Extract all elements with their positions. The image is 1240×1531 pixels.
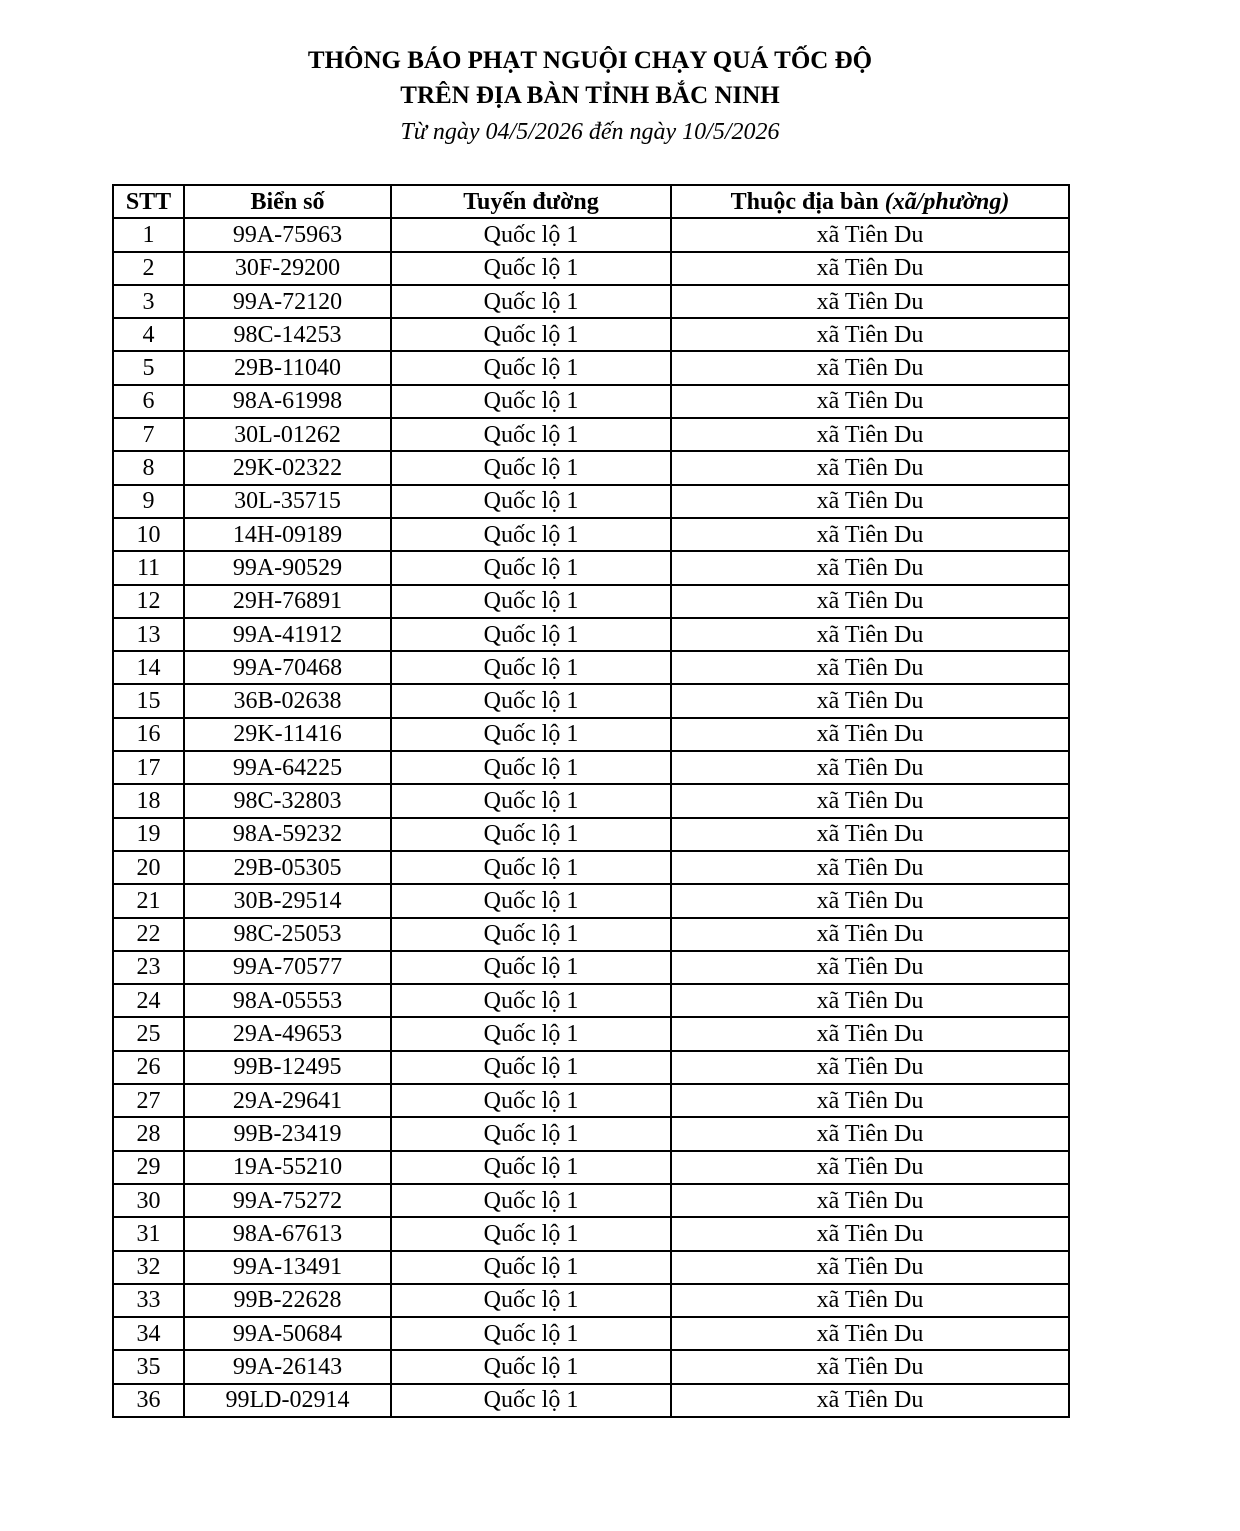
row-route-cell: Quốc lộ 1 [391,1117,671,1150]
header-plate: Biển số [184,185,391,218]
row-stt-cell: 13 [113,618,184,651]
table-header-row [113,185,1069,218]
row-stt-cell: 5 [113,351,184,384]
row-area-cell: xã Tiên Du [671,984,1069,1017]
row-plate-cell: 99A-70468 [184,651,391,684]
row-stt-cell: 35 [113,1350,184,1383]
row-stt-cell: 27 [113,1084,184,1117]
row-area-cell: xã Tiên Du [671,485,1069,518]
row-plate-cell: 98C-25053 [184,918,391,951]
row-area-cell: xã Tiên Du [671,651,1069,684]
row-area-cell: xã Tiên Du [671,784,1069,817]
table-row [113,451,1069,484]
row-plate-cell: 29K-11416 [184,718,391,751]
row-plate-cell: 98A-61998 [184,385,391,418]
row-plate-cell: 30F-29200 [184,252,391,285]
row-route-cell: Quốc lộ 1 [391,884,671,917]
table-row [113,684,1069,717]
row-route-cell: Quốc lộ 1 [391,451,671,484]
table-row [113,1217,1069,1250]
row-plate-cell: 99A-13491 [184,1251,391,1284]
row-area-cell: xã Tiên Du [671,951,1069,984]
table-row [113,218,1069,251]
table-row [113,551,1069,584]
row-plate-cell: 19A-55210 [184,1151,391,1184]
row-stt-cell: 11 [113,551,184,584]
row-plate-cell: 29K-02322 [184,451,391,484]
row-route-cell: Quốc lộ 1 [391,585,671,618]
row-route-cell: Quốc lộ 1 [391,718,671,751]
row-plate-cell: 99A-70577 [184,951,391,984]
row-area-cell: xã Tiên Du [671,1051,1069,1084]
header-area-main: Thuộc địa bàn [730,188,885,215]
row-stt-cell: 19 [113,818,184,851]
row-stt-cell: 33 [113,1284,184,1317]
row-route-cell: Quốc lộ 1 [391,1317,671,1350]
row-stt-cell: 29 [113,1151,184,1184]
row-stt-cell: 32 [113,1251,184,1284]
row-area-cell: xã Tiên Du [671,551,1069,584]
row-area-cell: xã Tiên Du [671,1217,1069,1250]
row-plate-cell: 99B-23419 [184,1117,391,1150]
row-plate-cell: 98C-32803 [184,784,391,817]
table-row [113,1117,1069,1150]
row-route-cell: Quốc lộ 1 [391,1284,671,1317]
row-plate-cell: 98C-14253 [184,318,391,351]
row-area-cell: xã Tiên Du [671,252,1069,285]
row-stt-cell: 30 [113,1184,184,1217]
table-row [113,618,1069,651]
table-row [113,285,1069,318]
row-area-cell: xã Tiên Du [671,518,1069,551]
row-plate-cell: 99B-12495 [184,1051,391,1084]
row-area-cell: xã Tiên Du [671,218,1069,251]
table-row [113,1251,1069,1284]
row-route-cell: Quốc lộ 1 [391,1184,671,1217]
row-stt-cell: 23 [113,951,184,984]
table-row [113,951,1069,984]
row-plate-cell: 14H-09189 [184,518,391,551]
table-row [113,984,1069,1017]
row-stt-cell: 18 [113,784,184,817]
row-route-cell: Quốc lộ 1 [391,485,671,518]
row-route-cell: Quốc lộ 1 [391,252,671,285]
table-row [113,851,1069,884]
header-area [671,185,1069,218]
row-route-cell: Quốc lộ 1 [391,1084,671,1117]
row-area-cell: xã Tiên Du [671,1184,1069,1217]
row-route-cell: Quốc lộ 1 [391,751,671,784]
header-area-italic: (xã/phường) [884,188,1010,215]
table-row [113,318,1069,351]
table-row [113,1051,1069,1084]
row-route-cell: Quốc lộ 1 [391,385,671,418]
row-stt-cell: 36 [113,1384,184,1417]
row-plate-cell: 36B-02638 [184,684,391,717]
row-area-cell: xã Tiên Du [671,818,1069,851]
row-route-cell: Quốc lộ 1 [391,351,671,384]
row-plate-cell: 99LD-02914 [184,1384,391,1417]
table-row [113,485,1069,518]
row-area-cell: xã Tiên Du [671,918,1069,951]
row-plate-cell: 30L-01262 [184,418,391,451]
row-route-cell: Quốc lộ 1 [391,818,671,851]
row-area-cell: xã Tiên Du [671,751,1069,784]
table-row [113,1384,1069,1417]
row-area-cell: xã Tiên Du [671,884,1069,917]
row-area-cell: xã Tiên Du [671,1151,1069,1184]
table-row [113,718,1069,751]
table-row [113,518,1069,551]
row-plate-cell: 29H-76891 [184,585,391,618]
row-plate-cell: 98A-59232 [184,818,391,851]
header-route: Tuyến đường [391,185,671,218]
table-row [113,1084,1069,1117]
table-row [113,884,1069,917]
row-area-cell: xã Tiên Du [671,285,1069,318]
table-row [113,818,1069,851]
row-route-cell: Quốc lộ 1 [391,951,671,984]
row-plate-cell: 98A-05553 [184,984,391,1017]
header-stt: STT [113,185,184,218]
row-plate-cell: 29B-05305 [184,851,391,884]
row-area-cell: xã Tiên Du [671,1350,1069,1383]
row-plate-cell: 99A-26143 [184,1350,391,1383]
row-area-cell: xã Tiên Du [671,351,1069,384]
row-stt-cell: 14 [113,651,184,684]
row-route-cell: Quốc lộ 1 [391,1217,671,1250]
row-stt-cell: 9 [113,485,184,518]
row-plate-cell: 30B-29514 [184,884,391,917]
row-stt-cell: 4 [113,318,184,351]
row-stt-cell: 21 [113,884,184,917]
row-route-cell: Quốc lộ 1 [391,1384,671,1417]
row-route-cell: Quốc lộ 1 [391,1051,671,1084]
row-area-cell: xã Tiên Du [671,718,1069,751]
violations-table [112,184,1070,1418]
row-area-cell: xã Tiên Du [671,1284,1069,1317]
row-plate-cell: 99A-90529 [184,551,391,584]
row-route-cell: Quốc lộ 1 [391,851,671,884]
row-plate-cell: 30L-35715 [184,485,391,518]
row-area-cell: xã Tiên Du [671,418,1069,451]
row-plate-cell: 29A-29641 [184,1084,391,1117]
row-area-cell: xã Tiên Du [671,451,1069,484]
row-stt-cell: 26 [113,1051,184,1084]
table-row [113,651,1069,684]
row-route-cell: Quốc lộ 1 [391,1251,671,1284]
table-row [113,1350,1069,1383]
row-stt-cell: 24 [113,984,184,1017]
row-stt-cell: 17 [113,751,184,784]
table-row [113,751,1069,784]
row-plate-cell: 29B-11040 [184,351,391,384]
row-stt-cell: 34 [113,1317,184,1350]
row-plate-cell: 99A-75963 [184,218,391,251]
table-row [113,385,1069,418]
row-route-cell: Quốc lộ 1 [391,651,671,684]
row-plate-cell: 99B-22628 [184,1284,391,1317]
table-row [113,784,1069,817]
row-route-cell: Quốc lộ 1 [391,684,671,717]
document-date-range: Từ ngày 04/5/2026 đến ngày 10/5/2026 [400,119,780,145]
row-stt-cell: 20 [113,851,184,884]
row-route-cell: Quốc lộ 1 [391,1151,671,1184]
table-row [113,1151,1069,1184]
row-route-cell: Quốc lộ 1 [391,518,671,551]
document-title-line-2: TRÊN ĐỊA BÀN TỈNH BẮC NINH [400,82,780,109]
row-area-cell: xã Tiên Du [671,851,1069,884]
row-route-cell: Quốc lộ 1 [391,984,671,1017]
table-row [113,351,1069,384]
row-stt-cell: 25 [113,1017,184,1050]
row-stt-cell: 8 [113,451,184,484]
row-plate-cell: 99A-75272 [184,1184,391,1217]
row-stt-cell: 28 [113,1117,184,1150]
row-area-cell: xã Tiên Du [671,618,1069,651]
row-route-cell: Quốc lộ 1 [391,618,671,651]
table-row [113,918,1069,951]
row-route-cell: Quốc lộ 1 [391,318,671,351]
row-plate-cell: 99A-41912 [184,618,391,651]
row-area-cell: xã Tiên Du [671,1084,1069,1117]
row-area-cell: xã Tiên Du [671,1317,1069,1350]
row-route-cell: Quốc lộ 1 [391,285,671,318]
table-body [113,218,1069,1417]
row-area-cell: xã Tiên Du [671,684,1069,717]
row-plate-cell: 98A-67613 [184,1217,391,1250]
row-area-cell: xã Tiên Du [671,1117,1069,1150]
row-area-cell: xã Tiên Du [671,318,1069,351]
row-plate-cell: 29A-49653 [184,1017,391,1050]
row-stt-cell: 6 [113,385,184,418]
table-row [113,252,1069,285]
row-stt-cell: 12 [113,585,184,618]
row-stt-cell: 31 [113,1217,184,1250]
table-row [113,1317,1069,1350]
row-route-cell: Quốc lộ 1 [391,551,671,584]
row-stt-cell: 7 [113,418,184,451]
row-stt-cell: 2 [113,252,184,285]
table-row [113,1017,1069,1050]
row-stt-cell: 10 [113,518,184,551]
row-stt-cell: 3 [113,285,184,318]
row-route-cell: Quốc lộ 1 [391,218,671,251]
row-stt-cell: 22 [113,918,184,951]
row-area-cell: xã Tiên Du [671,1017,1069,1050]
row-plate-cell: 99A-64225 [184,751,391,784]
row-area-cell: xã Tiên Du [671,1384,1069,1417]
document-title-line-1: THÔNG BÁO PHẠT NGUỘI CHẠY QUÁ TỐC ĐỘ [307,47,873,74]
row-plate-cell: 99A-50684 [184,1317,391,1350]
row-route-cell: Quốc lộ 1 [391,418,671,451]
row-area-cell: xã Tiên Du [671,385,1069,418]
row-area-cell: xã Tiên Du [671,585,1069,618]
row-route-cell: Quốc lộ 1 [391,1017,671,1050]
table-row [113,418,1069,451]
row-area-cell: xã Tiên Du [671,1251,1069,1284]
row-route-cell: Quốc lộ 1 [391,918,671,951]
row-stt-cell: 1 [113,218,184,251]
row-plate-cell: 99A-72120 [184,285,391,318]
table-row [113,585,1069,618]
row-route-cell: Quốc lộ 1 [391,1350,671,1383]
row-stt-cell: 15 [113,684,184,717]
table-row [113,1284,1069,1317]
table-row [113,1184,1069,1217]
row-route-cell: Quốc lộ 1 [391,784,671,817]
row-stt-cell: 16 [113,718,184,751]
